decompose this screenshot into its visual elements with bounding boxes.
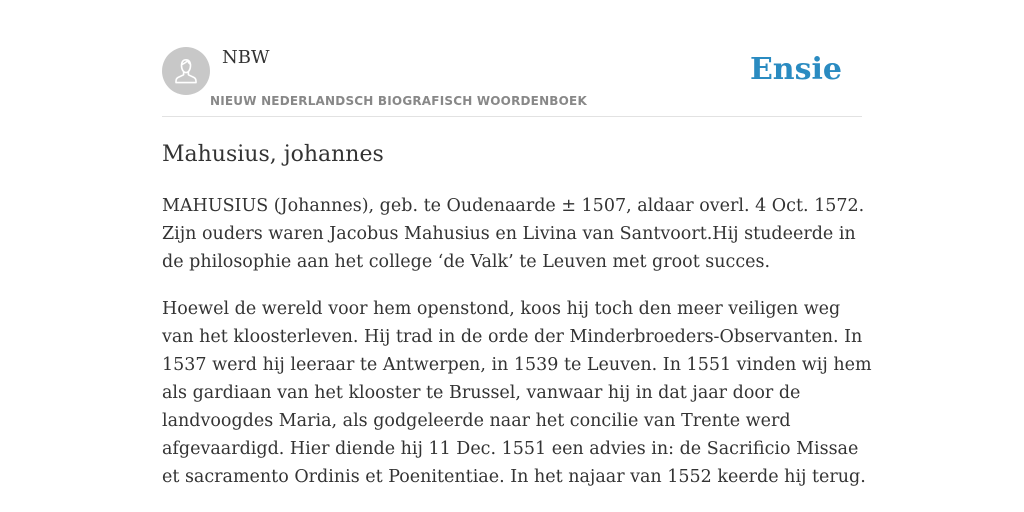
avatar[interactable] xyxy=(162,47,210,95)
article-paragraph: MAHUSIUS (Johannes), geb. te Oudenaarde ± 1507, aldaar overl. 4 Oct. 1572. Zijn ouders waren Jacobus Mahusius en Livina van Santvoort.Hij studeerde in de philosophie aan het college ‘de Valk’ te Leuven met groot succes. xyxy=(162,196,865,272)
source-subtitle: NIEUW NEDERLANDSCH BIOGRAFISCH WOORDENBOEK xyxy=(210,94,587,108)
article-paragraph: Hoewel de wereld voor hem openstond, koos hij toch den meer veiligen weg van het kloosterleven. Hij trad in de orde der Minderbroeders-Observanten. In 1537 werd hij leeraar te Antwerpen, in 1539 te Leuven. In 1551 vinden wij hem als gardiaan van het klooster te Brussel, vanwaar hij in dat jaar door de landvoogdes Maria, als godgeleerde naar het concilie van Trente werd afgevaardigd. Hier diende hij 11 Dec. 1551 een advies in: de Sacrificio Missae et sacramento Ordinis et Poenitentiae. In het najaar van 1552 keerde hij terug. xyxy=(162,299,872,487)
source-header xyxy=(162,46,862,117)
article-body xyxy=(162,192,872,510)
source-name[interactable]: NBW xyxy=(222,47,270,68)
article-title: Mahusius, johannes xyxy=(162,142,384,167)
user-icon xyxy=(162,47,210,95)
ensie-logo[interactable]: Ensie xyxy=(749,52,842,87)
